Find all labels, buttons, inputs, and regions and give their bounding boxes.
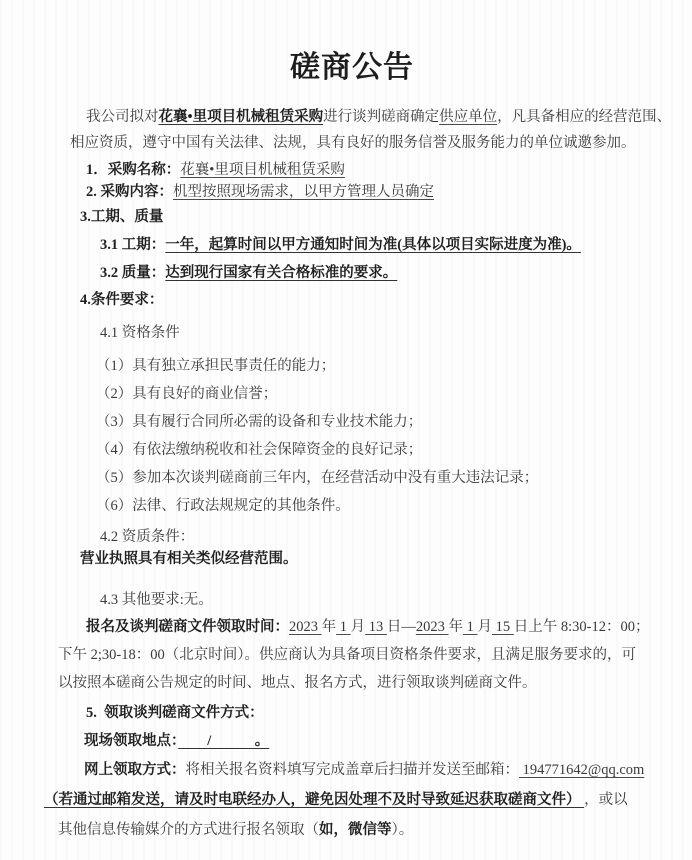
month-unit-2: 月 bbox=[477, 619, 492, 635]
qualification-item-3: （3）具有履行合同所必需的设备和专业技术能力； bbox=[96, 414, 423, 430]
start-day: 13 bbox=[365, 619, 387, 635]
qualification-item-1: （1）具有独立承担民事责任的能力； bbox=[96, 358, 336, 374]
start-month: 1 bbox=[336, 619, 351, 635]
online-pickup-label: 网上领取方式： bbox=[84, 762, 186, 778]
duration-label: 3.1 工期： bbox=[100, 237, 166, 253]
online-pickup-line bbox=[58, 760, 678, 780]
registration-time-label: 报名及谈判磋商文件领取时间： bbox=[86, 619, 289, 635]
procurement-content-item bbox=[58, 182, 678, 202]
other-media-examples: 如，微信等 bbox=[319, 822, 392, 838]
end-day: 15 bbox=[492, 619, 514, 635]
start-year: 2023 bbox=[289, 619, 322, 635]
other-media-line bbox=[58, 820, 678, 840]
email-note: （若通过邮箱发送，请及时电联经办人，避免因处理不及时导致延迟获取磋商文件） bbox=[44, 792, 585, 808]
end-month: 1 bbox=[463, 619, 478, 635]
qualification-item-5: （5）参加本次谈判磋商前三年内，在经营活动中没有重大违法记录； bbox=[96, 470, 539, 486]
end-year: 2023 bbox=[415, 619, 449, 635]
credential-heading: 4.2 资质条件： bbox=[100, 529, 195, 545]
section-3-heading: 3.工期、质量 bbox=[80, 209, 164, 225]
time-range-morning: 日上午 8:30-12：00； bbox=[513, 619, 650, 635]
quality-label: 3.2 质量： bbox=[100, 265, 166, 281]
document-title: 磋商公告 bbox=[290, 51, 414, 84]
day-unit-dash: 日— bbox=[386, 619, 416, 635]
project-name: 花襄•里项目机械租赁采购 bbox=[158, 109, 324, 125]
intro-mid-text: 进行谈判磋商确定 bbox=[323, 109, 440, 125]
year-unit-1: 年 bbox=[321, 619, 337, 635]
other-requirements: 4.3 其他要求:无。 bbox=[100, 592, 213, 608]
other-media-post: ）。 bbox=[391, 822, 414, 838]
intro-pre-text: 我公司拟对 bbox=[86, 109, 159, 125]
procurement-content-value: 机型按照现场需求，以甲方管理人员确定 bbox=[173, 184, 434, 200]
other-media-pre: 其他信息传输媒介的方式进行报名领取（ bbox=[58, 822, 319, 838]
quality-value: 达到现行国家有关合格标准的要求。 bbox=[165, 265, 398, 281]
onsite-pickup-line bbox=[58, 731, 678, 751]
qualification-heading: 4.1 资格条件 bbox=[100, 325, 180, 341]
registration-time-line bbox=[58, 617, 678, 637]
supplier-term: 供应单位 bbox=[439, 109, 498, 125]
onsite-pickup-value: / 。 bbox=[178, 733, 270, 749]
qualification-item-2: （2）具有良好的商业信誉； bbox=[96, 386, 278, 402]
intro-line-2: 相应资质，遵守中国有关法律、法规，具有良好的服务信誉及服务能力的单位诚邀参加。 bbox=[70, 135, 636, 151]
duration-value: 一年，起算时间以甲方通知时间为准(具体以项目实际进度为准)。 bbox=[165, 237, 581, 253]
procurement-name-value: 花襄•里项目机械租赁采购 bbox=[180, 162, 345, 178]
procurement-content-label: 2. 采购内容： bbox=[86, 184, 173, 200]
qualification-item-6: （6）法律、行政法规规定的其他条件。 bbox=[96, 498, 350, 514]
section-4-heading: 4.条件要求： bbox=[80, 292, 164, 308]
intro-post-text: ，凡具备相应的经营范围、 bbox=[497, 109, 672, 125]
registration-time-line-3: 以按照本磋商公告规定的时间、地点、报名方式，进行领取谈判磋商文件。 bbox=[58, 675, 537, 691]
intro-line-1 bbox=[58, 107, 678, 127]
email-note-line bbox=[44, 790, 678, 810]
section-5-heading: 5. 领取谈判磋商文件方式： bbox=[86, 705, 264, 721]
duration-item bbox=[58, 235, 678, 255]
qualification-item-4: （4）有依法缴纳税收和社会保障资金的良好记录； bbox=[96, 442, 423, 458]
online-pickup-text: 将相关报名资料填写完成盖章后扫描并发送至邮箱： bbox=[185, 762, 519, 778]
credential-value: 营业执照具有相关类似经营范围。 bbox=[80, 551, 298, 567]
procurement-name-label: 1．采购名称： bbox=[86, 162, 181, 178]
year-unit-2: 年 bbox=[448, 619, 463, 635]
registration-time-line-2: 下午 2;30-18：00（北京时间）。供应商认为具备项目资格条件要求，且满足服务要求的，可 bbox=[58, 647, 636, 663]
onsite-pickup-label: 现场领取地点： bbox=[84, 733, 179, 749]
contact-email: 194771642@qq.com bbox=[519, 762, 645, 778]
email-note-tail: ，或以 bbox=[584, 792, 628, 808]
month-unit-1: 月 bbox=[350, 619, 366, 635]
procurement-name-item bbox=[58, 160, 678, 180]
quality-item bbox=[58, 263, 678, 283]
